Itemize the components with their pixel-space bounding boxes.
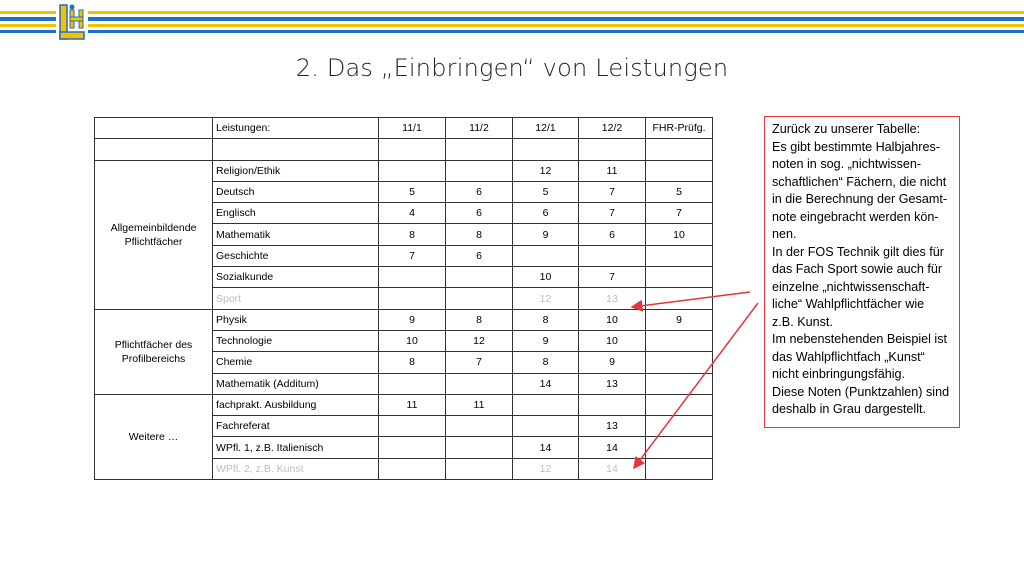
arrow-to-kunst-row: [634, 303, 758, 468]
note-line: schaftlichen“ Fächern, die nicht: [772, 174, 947, 189]
note-line: Zurück zu unserer Tabelle:: [772, 122, 921, 136]
subject-cell: Sozialkunde: [213, 267, 379, 288]
grade-cell: 7: [379, 245, 446, 266]
grade-cell: 13: [579, 416, 646, 437]
group-label: Pflichtfächer des Profilbereichs: [95, 309, 213, 394]
subject-cell: Geschichte: [213, 245, 379, 266]
grade-cell: 4: [379, 203, 446, 224]
note-line: einzelne „nichtwissenschaft-: [772, 279, 930, 294]
subject-cell: Chemie: [213, 352, 379, 373]
grade-cell: 7: [579, 203, 646, 224]
grade-cell: 14: [513, 437, 579, 458]
grade-cell: 10: [646, 224, 713, 245]
subject-cell: Fachreferat: [213, 416, 379, 437]
subject-cell: Sport: [213, 288, 379, 309]
grade-cell: 14: [513, 373, 579, 394]
grade-cell: 7: [579, 267, 646, 288]
subject-cell: Deutsch: [213, 181, 379, 202]
grade-cell: 12: [446, 330, 513, 351]
group-label: Allgemeinbildende Pflichtfächer: [95, 160, 213, 309]
grade-cell: 5: [646, 181, 713, 202]
grade-cell: 9: [579, 352, 646, 373]
grade-cell: 14: [579, 437, 646, 458]
grade-cell: 11: [446, 394, 513, 415]
note-line: Diese Noten (Punktzahlen) sind: [772, 384, 950, 399]
grade-cell: 8: [513, 309, 579, 330]
note-line: deshalb in Grau dargestellt.: [772, 402, 927, 416]
arrow-to-sport-row: [632, 292, 750, 307]
grade-cell: 6: [446, 181, 513, 202]
grade-cell: 7: [646, 203, 713, 224]
grade-cell: 10: [579, 330, 646, 351]
subject-cell: Mathematik (Additum): [213, 373, 379, 394]
subject-cell: Englisch: [213, 203, 379, 224]
grade-cell: 8: [446, 309, 513, 330]
grade-cell: 8: [379, 224, 446, 245]
grade-cell: 11: [579, 160, 646, 181]
note-line: Im nebenstehenden Beispiel ist: [772, 332, 948, 346]
grade-cell: 10: [379, 330, 446, 351]
grade-cell: 7: [446, 352, 513, 373]
col-header: 12/1: [513, 118, 579, 139]
grade-cell: 8: [446, 224, 513, 245]
subject-cell: fachprakt. Ausbildung: [213, 394, 379, 415]
grade-cell: 10: [579, 309, 646, 330]
col-header: 11/2: [446, 118, 513, 139]
grade-cell: 10: [513, 267, 579, 288]
col-header: FHR-Prüfg.: [646, 118, 713, 139]
grade-cell: 14: [579, 458, 646, 479]
note-line: in die Berechnung der Gesamt-: [772, 192, 948, 206]
page-title: 2. Das „Einbringen“ von Leistungen: [295, 54, 729, 82]
grade-cell: 6: [579, 224, 646, 245]
note-line: note eingebracht werden kön-: [772, 209, 939, 224]
grade-cell: 8: [379, 352, 446, 373]
col-header: 12/2: [579, 118, 646, 139]
note-line: das Wahlpflichtfach „Kunst“: [772, 349, 925, 364]
subject-cell: Mathematik: [213, 224, 379, 245]
grade-cell: 6: [446, 203, 513, 224]
note-line: liche“ Wahlpflichtfächer wie: [772, 297, 925, 311]
grade-cell: 8: [513, 352, 579, 373]
note-line: das Fach Sport sowie auch für: [772, 262, 943, 276]
grade-cell: 12: [513, 160, 579, 181]
grade-cell: 9: [646, 309, 713, 330]
note-line: In der FOS Technik gilt dies für: [772, 244, 944, 259]
grade-cell: 13: [579, 288, 646, 309]
note-line: noten in sog. „nichtwissen-: [772, 157, 922, 171]
note-line: z.B. Kunst.: [772, 314, 833, 329]
grade-cell: 11: [379, 394, 446, 415]
subject-cell: Religion/Ethik: [213, 160, 379, 181]
subject-cell: WPfl. 1, z.B. Italienisch: [213, 437, 379, 458]
note-line: nicht einbringungsfähig.: [772, 367, 906, 381]
subject-cell: WPfl. 2, z.B. Kunst: [213, 458, 379, 479]
grade-cell: 6: [513, 203, 579, 224]
grade-cell: 9: [513, 330, 579, 351]
grade-cell: 9: [513, 224, 579, 245]
grade-cell: 12: [513, 288, 579, 309]
note-line: nen.: [772, 227, 797, 241]
grade-cell: 6: [446, 245, 513, 266]
grade-cell: 13: [579, 373, 646, 394]
grade-cell: 7: [579, 181, 646, 202]
note-line: Es gibt bestimmte Halbjahres-: [772, 139, 940, 154]
grade-cell: 5: [513, 181, 579, 202]
grade-cell: 9: [379, 309, 446, 330]
grade-cell: 5: [379, 181, 446, 202]
grade-cell: 12: [513, 458, 579, 479]
subject-cell: Technologie: [213, 330, 379, 351]
subject-cell: Physik: [213, 309, 379, 330]
header-label: Leistungen:: [213, 118, 379, 139]
col-header: 11/1: [379, 118, 446, 139]
group-label: Weitere …: [95, 394, 213, 479]
